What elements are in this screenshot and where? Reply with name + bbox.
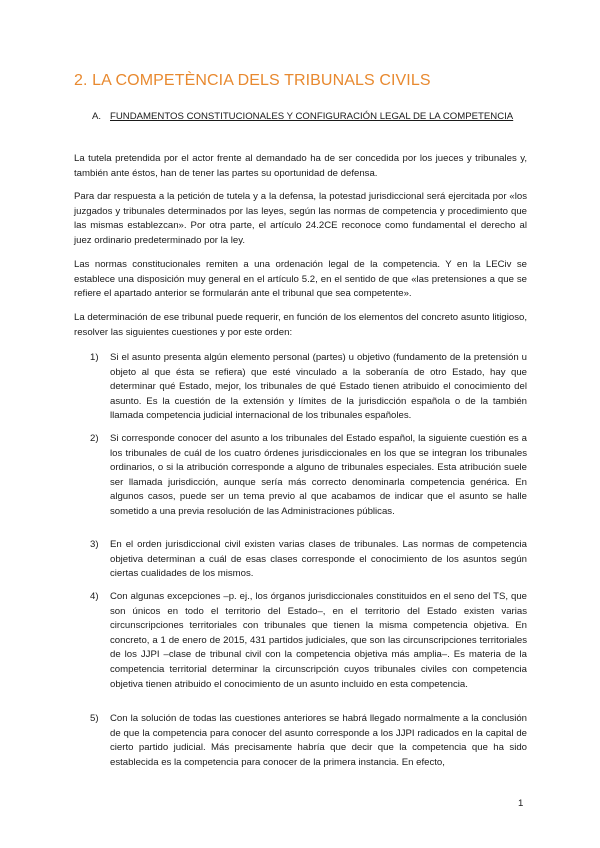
list-item-text: Si el asunto presenta algún elemento personal (partes) u objetivo (fundamento de la pretensión u objeto al que ésta se refiera) que esté vinculado a la soberanía de otro Estado, hay que determinar qué Estado, mejor, los tribunales de qué Estado tienen atribuido el conocimiento del asunto. Es la cuestión de la extensión y límites de la jurisdicción española o de la también llamada competencia judicial internacional de los tribunales españoles. bbox=[110, 352, 527, 422]
list-item-text: Si corresponde conocer del asunto a los tribunales del Estado español, la siguiente cuestión es a los tribunales de cuál de los cuatro órdenes jurisdiccionales en los que se integran los tribunales ordinarios, o si la atribución corresponde a alguno de tribunales especiales. Esta atribución suele ser llamada jurisdicción, aunque sería más correcto denominarla competencia genérica. En algunos casos, puede ser un tema previo al que acabamos de indicar que el asunto se halle sometido a una previa resolución de las Administraciones públicas. bbox=[110, 433, 527, 517]
list-item bbox=[90, 432, 527, 520]
list-item bbox=[90, 712, 527, 770]
list-item-text: En el orden jurisdiccional civil existen varias clases de tribunales. Las normas de competencia objetiva determinan a cuál de esas clases corresponde el conocimiento de los asuntos según ciertas cualidades de los mismos. bbox=[110, 539, 527, 580]
section-heading-text: FUNDAMENTOS CONSTITUCIONALES Y CONFIGURACIÓN LEGAL DE LA COMPETENCIA bbox=[110, 111, 514, 122]
paragraph: Para dar respuesta a la petición de tutela y a la defensa, la potestad jurisdiccional será ejercitada por «los juzgados y tribunales determinados por las leyes, según las normas de competencia y procedimiento que las mismas establezcan». Por otra parte, el artículo 24.2CE reconoce como fundamental el derecho al juez ordinario predeterminado por la ley. bbox=[74, 191, 527, 246]
list-item bbox=[90, 538, 527, 582]
list-item-number: 5) bbox=[90, 713, 99, 724]
page-number: 1 bbox=[518, 798, 524, 809]
list-item-number: 2) bbox=[90, 433, 99, 444]
paragraph: La tutela pretendida por el actor frente al demandado ha de ser concedida por los jueces y tribunales y, también ante éstos, han de tener las partes su oportunidad de defensa. bbox=[74, 153, 527, 179]
paragraph: Las normas constitucionales remiten a una ordenación legal de la competencia. Y en la LECiv se establece una disposición muy general en el artículo 5.2, en el sentido de que «las pretensiones a que se refiere el apartado anterior se formularán ante el tribunal que sea competente». bbox=[74, 259, 527, 300]
page-title: 2. LA COMPETÈNCIA DELS TRIBUNALS CIVILS bbox=[74, 72, 431, 89]
section-heading bbox=[92, 110, 532, 123]
list-item-text: Con la solución de todas las cuestiones anteriores se habrá llegado normalmente a la conclusión de que la competencia para conocer del asunto corresponde a los JJPI radicados en la capital de cierto partido judicial. Más precisamente habría que decir que la competencia que ha sido establecida es la competencia para conocer de la primera instancia. En efecto, bbox=[110, 713, 527, 768]
list-item-text: Con algunas excepciones –p. ej., los órganos jurisdiccionales constituidos en el seno del TS, que son únicos en todo el territorio del Estado–, en el territorio del Estado existen varias circunscripciones territoriales con tribunales que tienen la misma competencia objetiva. En concreto, a 1 de enero de 2015, 431 partidos judiciales, que son las circunscripciones territoriales de los JJPI –clase de tribunal civil con la competencia objetiva más amplia–. Es materia de la competencia territorial determinar la circunscripción cuyos tribunales civiles con competencia objetiva tienen atribuido el conocimiento de un asunto incluido en esta competencia. bbox=[110, 591, 527, 690]
list-item-number: 1) bbox=[90, 352, 99, 363]
list-item bbox=[90, 590, 527, 692]
list-item-number: 3) bbox=[90, 539, 99, 550]
section-letter: A. bbox=[92, 111, 102, 122]
list-item bbox=[90, 351, 527, 424]
paragraph: La determinación de ese tribunal puede requerir, en función de los elementos del concreto asunto litigioso, resolver las siguientes cuestiones y por este orden: bbox=[74, 312, 527, 338]
list-item-number: 4) bbox=[90, 591, 99, 602]
